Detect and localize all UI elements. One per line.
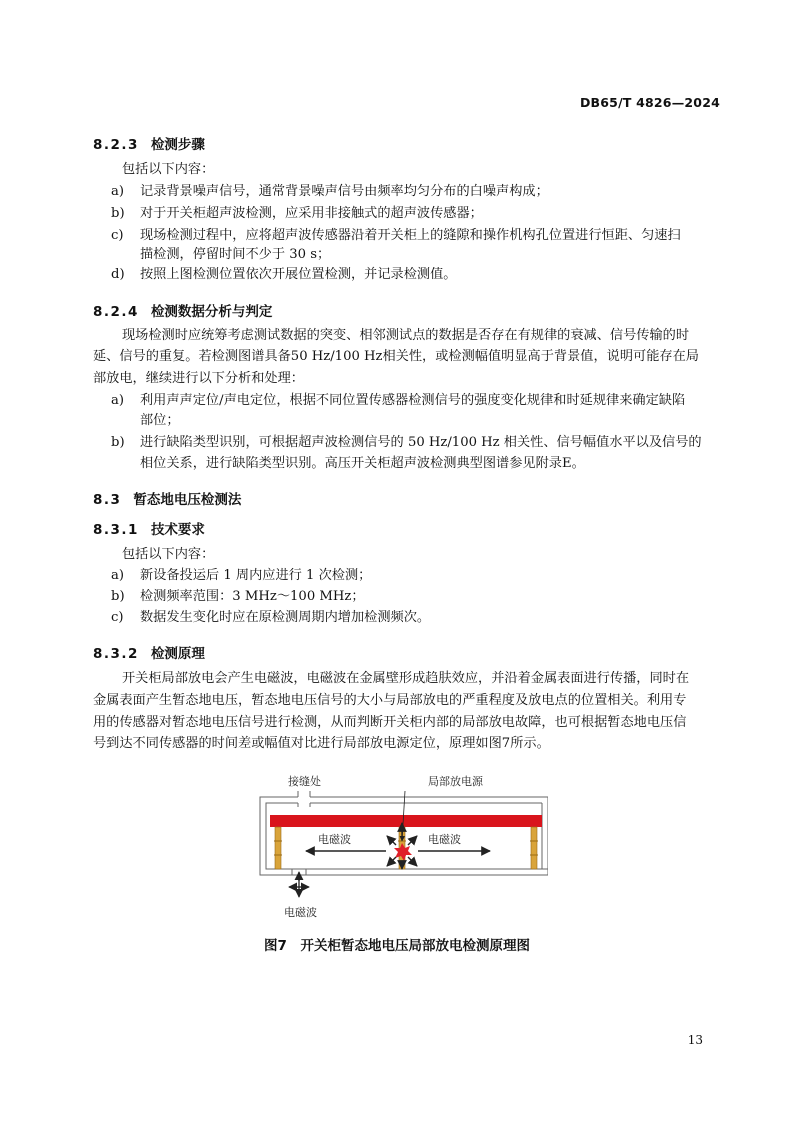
paragraph-line: 金属表面产生暂态地电压，暂态地电压信号的大小与局部放电的严重程度及放电点的位置相关。利用专 <box>93 693 687 708</box>
list-label: a) <box>111 568 125 583</box>
heading-8-3-1: 8.3.1 技术要求 <box>93 522 205 538</box>
busbar <box>270 815 542 827</box>
paragraph-line: 用的传感器对暂态地电压信号进行检测，从而判断开关柜内部的局部放电故障，也可根据暂态地电压信 <box>93 715 687 730</box>
heading-8-2-3: 8.2.3 检测步骤 <box>93 137 205 153</box>
paragraph-line: 部放电，继续进行以下分析和处理： <box>93 371 304 386</box>
list-item-continued: 相位关系，进行缺陷类型识别。高压开关柜超声波检测典型图谱参见附录E。 <box>140 456 585 471</box>
label-wave-left: 电磁波 <box>318 833 351 846</box>
list-item: 现场检测过程中，应将超声波传感器沿着开关柜上的缝隙和操作机构孔位置进行恒距、匀速扫 <box>140 228 681 243</box>
paragraph-line: 现场检测时应统筹考虑测试数据的突变、相邻测试点的数据是否存在有规律的衰减、信号传输的时 <box>122 328 690 343</box>
paragraph-line: 延、信号的重复。若检测图谱具备50 Hz/100 Hz相关性，或检测幅值明显高于背景值，说明可能存在局 <box>93 349 699 364</box>
label-seam: 接缝处 <box>288 775 321 788</box>
doc-code: DB65/T 4826—2024 <box>579 95 720 110</box>
list-item: 新设备投运后 1 周内应进行 1 次检测； <box>140 568 372 583</box>
insulator-left <box>274 827 282 869</box>
figure-caption: 图7 开关柜暂态地电压局部放电检测原理图 <box>264 938 530 954</box>
list-label: b) <box>111 206 125 221</box>
list-label: c) <box>111 610 124 625</box>
figure-7-diagram <box>252 771 548 919</box>
list-label: b) <box>111 589 125 604</box>
label-wave-bottom: 电磁波 <box>284 906 317 919</box>
insulator-right <box>530 827 538 869</box>
intro-text: 包括以下内容： <box>122 162 215 177</box>
list-item: 按照上图检测位置依次开展位置检测，并记录检测值。 <box>140 267 457 282</box>
list-item: 记录背景噪声信号，通常背景噪声信号由频率均匀分布的白噪声构成； <box>140 184 549 199</box>
heading-8-2-4: 8.2.4 检测数据分析与判定 <box>93 304 273 320</box>
list-label: c) <box>111 228 124 243</box>
list-item: 进行缺陷类型识别，可根据超声波检测信号的 50 Hz/100 Hz 相关性、信号幅值水平以及信号的 <box>140 435 702 450</box>
list-item-continued: 部位； <box>140 413 180 428</box>
heading-8-3-2: 8.3.2 检测原理 <box>93 646 205 662</box>
page-number: 13 <box>687 1033 703 1047</box>
seam-wave-arrows <box>289 872 309 897</box>
list-label: d) <box>111 267 125 282</box>
intro-text: 包括以下内容： <box>122 547 215 562</box>
list-label: b) <box>111 435 125 450</box>
list-item: 对于开关柜超声波检测，应采用非接触式的超声波传感器； <box>140 206 483 221</box>
list-label: a) <box>111 393 125 408</box>
label-wave-right: 电磁波 <box>428 833 461 846</box>
label-discharge-source: 局部放电源 <box>428 775 483 788</box>
list-item: 检测频率范围：3 MHz～100 MHz； <box>140 589 365 604</box>
list-item-continued: 描检测，停留时间不少于 30 s； <box>140 247 331 262</box>
paragraph-line: 开关柜局部放电会产生电磁波，电磁波在金属壁形成趋肤效应，并沿着金属表面进行传播，同时在 <box>122 671 690 686</box>
heading-8-3: 8.3 暂态地电压检测法 <box>93 492 242 508</box>
paragraph-line: 号到达不同传感器的时间差或幅值对比进行局部放电源定位，原理如图7所示。 <box>93 736 550 751</box>
list-label: a) <box>111 184 125 199</box>
list-item: 利用声声定位/声电定位，根据不同位置传感器检测信号的强度变化规律和时延规律来确定缺陷 <box>140 393 686 408</box>
list-item: 数据发生变化时应在原检测周期内增加检测频次。 <box>140 610 431 625</box>
